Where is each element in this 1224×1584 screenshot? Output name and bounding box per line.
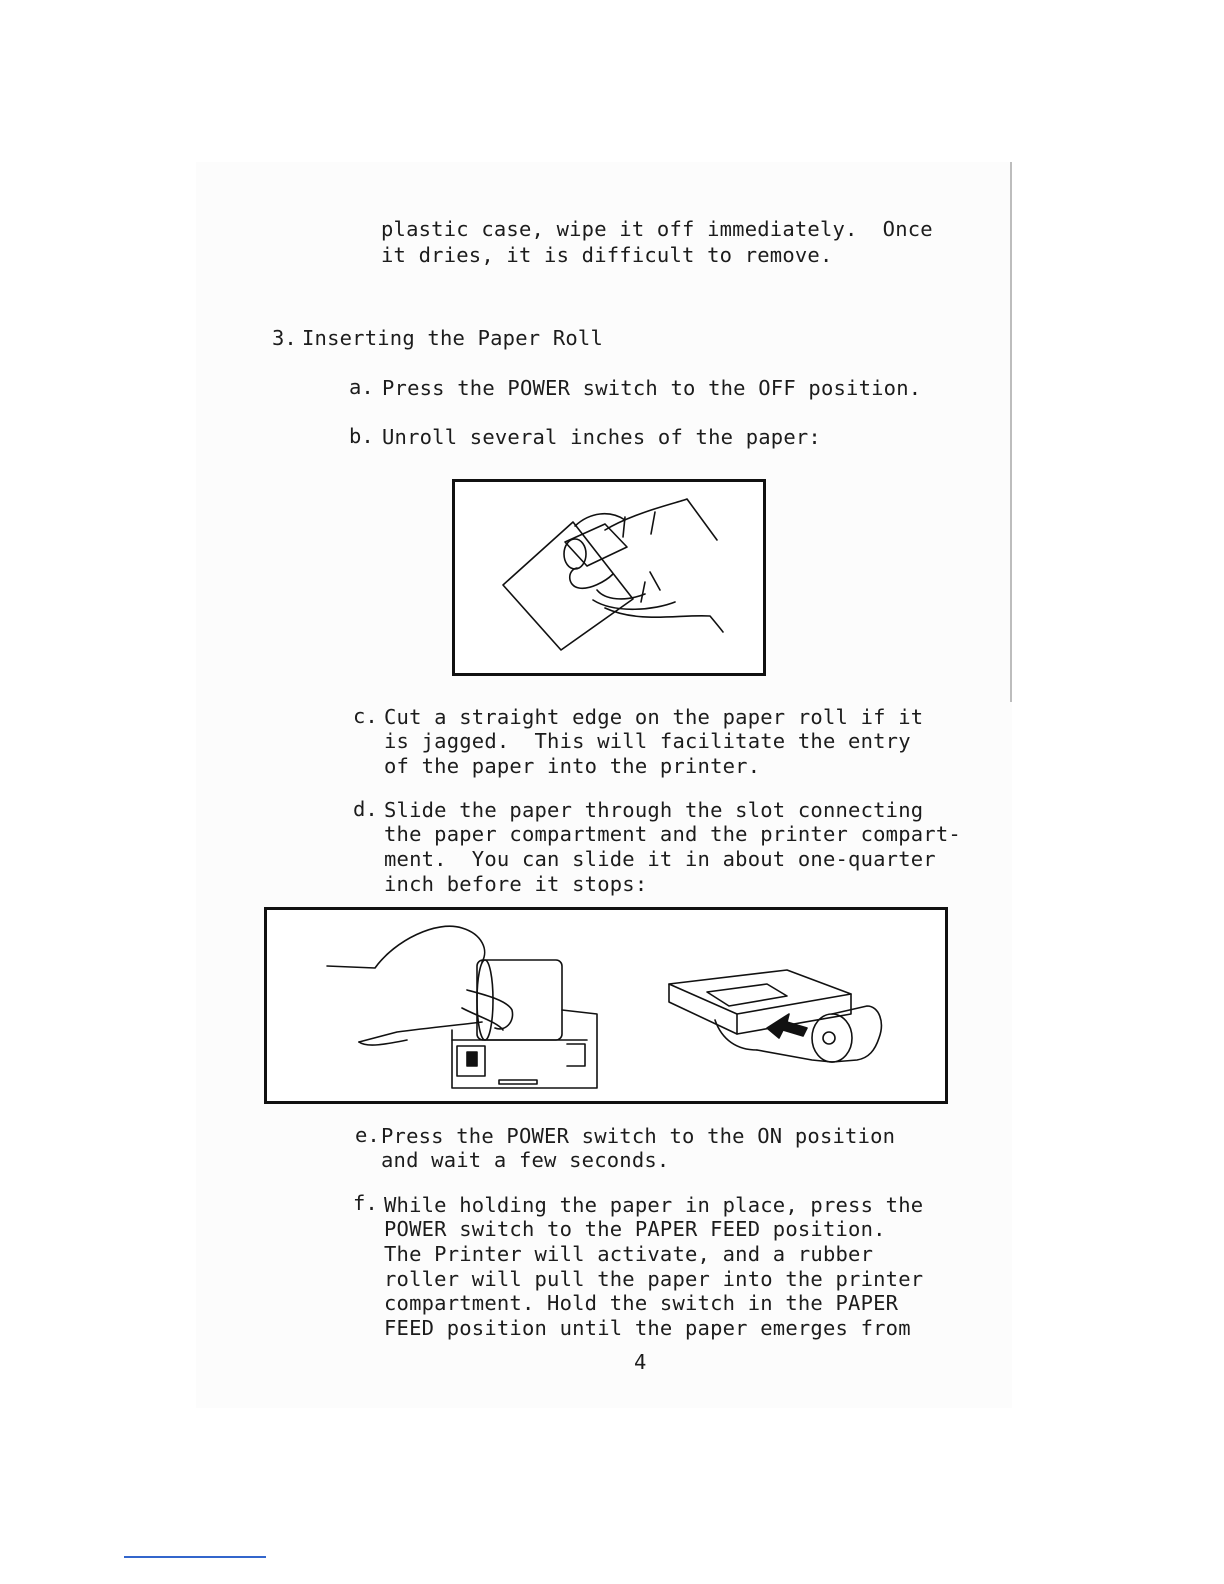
step-e-line-2: and wait a few seconds. [381,1148,670,1172]
step-f-marker: f. [353,1191,378,1215]
section-title: Inserting the Paper Roll [302,326,604,350]
step-d-marker: d. [353,797,378,821]
step-c-line-1: Cut a straight edge on the paper roll if it [384,705,924,729]
step-f-line-3: The Printer will activate, and a rubber [384,1242,874,1266]
step-e-marker: e. [355,1123,380,1147]
step-a-text: Press the POWER switch to the OFF position. [382,376,922,400]
step-f-line-5: compartment. Hold the switch in the PAPER [384,1291,899,1315]
step-a-marker: a. [349,375,374,399]
step-d-line-4: inch before it stops: [384,872,648,896]
step-c-marker: c. [353,704,378,728]
step-d-line-2: the paper compartment and the printer compart- [384,822,961,846]
step-c-line-2: is jagged. This will facilitate the entry [384,729,911,753]
step-e-line-1: Press the POWER switch to the ON position [381,1124,896,1148]
step-f-line-2: POWER switch to the PAPER FEED position. [384,1217,886,1241]
step-c-line-3: of the paper into the printer. [384,754,761,778]
step-d-line-3: ment. You can slide it in about one-quarter [384,847,936,871]
step-b-marker: b. [349,424,374,448]
page-number: 4 [634,1350,647,1374]
step-f-line-1: While holding the paper in place, press the [384,1193,924,1217]
hand-unrolling-paper-illustration [452,479,766,676]
step-d-line-1: Slide the paper through the slot connecting [384,798,924,822]
page-edge-shadow [1010,162,1012,702]
continuation-line-2: it dries, it is difficult to remove. [381,243,833,267]
footnote-rule [124,1556,266,1558]
step-f-line-6: FEED position until the paper emerges from [384,1316,911,1340]
paper-insertion-illustration [264,907,948,1104]
step-f-line-4: roller will pull the paper into the printer [384,1267,924,1291]
step-b-text: Unroll several inches of the paper: [382,425,821,449]
continuation-line-1: plastic case, wipe it off immediately. Once [381,217,933,241]
section-number: 3. [272,326,297,350]
